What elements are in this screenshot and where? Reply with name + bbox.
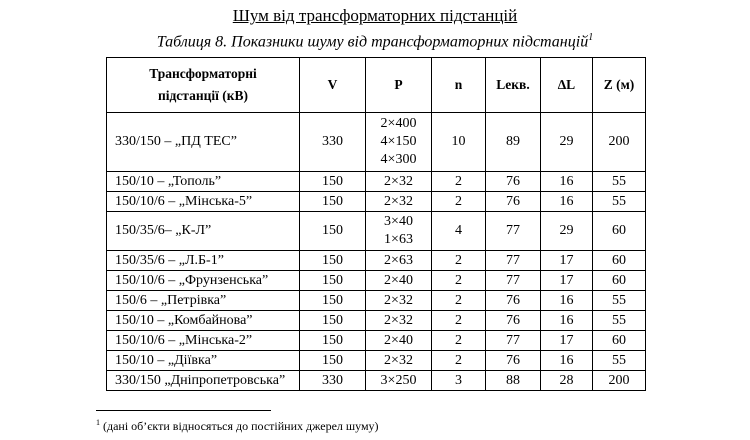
cell-z: 55 <box>593 192 646 212</box>
table-row <box>107 311 646 331</box>
header-leq: Lекв. <box>486 58 541 113</box>
cell-delta-l: 16 <box>541 351 593 371</box>
cell-p: 2×63 <box>366 251 432 271</box>
footnote-text: (дані об’єкти відносяться до постійних джерел шуму) <box>100 419 379 433</box>
cell-v: 150 <box>300 212 366 251</box>
footnote-marker: 1 <box>96 418 100 427</box>
cell-substation: 330/150 „Дніпропетровська” <box>107 371 300 391</box>
cell-p: 2×32 <box>366 291 432 311</box>
cell-z: 60 <box>593 271 646 291</box>
page-heading: Шум від трансформаторних підстанцій <box>232 6 518 25</box>
cell-delta-l: 17 <box>541 251 593 271</box>
cell-substation: 150/10/6 – „Мінська-5” <box>107 192 300 212</box>
cell-substation: 150/10/6 – „Фрунзенська” <box>107 271 300 291</box>
cell-substation: 330/150 – „ПД ТЕС” <box>107 113 300 172</box>
cell-p-line: 4×300 <box>380 152 417 167</box>
cell-delta-l: 28 <box>541 371 593 391</box>
table-row <box>107 351 646 371</box>
cell-p <box>366 113 432 172</box>
cell-p <box>366 212 432 251</box>
cell-delta-l: 16 <box>541 311 593 331</box>
table-row <box>107 113 646 172</box>
cell-p: 2×32 <box>366 172 432 192</box>
cell-z: 200 <box>593 113 646 172</box>
table-row <box>107 212 646 251</box>
cell-n: 2 <box>432 251 486 271</box>
cell-leq: 77 <box>486 331 541 351</box>
header-n: n <box>432 58 486 113</box>
table-row <box>107 291 646 311</box>
cell-v: 150 <box>300 192 366 212</box>
table-row <box>107 371 646 391</box>
cell-p-line: 3×40 <box>384 214 413 229</box>
table-row <box>107 331 646 351</box>
cell-z: 55 <box>593 311 646 331</box>
cell-substation: 150/10/6 – „Мінська-2” <box>107 331 300 351</box>
cell-n: 3 <box>432 371 486 391</box>
cell-p-line: 1×63 <box>384 232 413 247</box>
cell-leq: 77 <box>486 212 541 251</box>
cell-delta-l: 29 <box>541 113 593 172</box>
cell-substation: 150/6 – „Петрівка” <box>107 291 300 311</box>
header-p: P <box>366 58 432 113</box>
cell-v: 330 <box>300 113 366 172</box>
cell-n: 2 <box>432 311 486 331</box>
cell-substation: 150/10 – „Тополь” <box>107 172 300 192</box>
cell-delta-l: 16 <box>541 192 593 212</box>
header-v: V <box>300 58 366 113</box>
cell-n: 2 <box>432 172 486 192</box>
cell-substation: 150/10 – „Діївка” <box>107 351 300 371</box>
cell-z: 55 <box>593 172 646 192</box>
cell-z: 55 <box>593 351 646 371</box>
cell-z: 55 <box>593 291 646 311</box>
cell-leq: 76 <box>486 351 541 371</box>
cell-n: 2 <box>432 291 486 311</box>
cell-n: 2 <box>432 271 486 291</box>
cell-delta-l: 29 <box>541 212 593 251</box>
cell-substation: 150/10 – „Комбайнова” <box>107 311 300 331</box>
cell-delta-l: 17 <box>541 331 593 351</box>
cell-delta-l: 16 <box>541 172 593 192</box>
cell-leq: 77 <box>486 251 541 271</box>
cell-v: 150 <box>300 331 366 351</box>
cell-p-line: 4×150 <box>380 134 417 149</box>
cell-n: 4 <box>432 212 486 251</box>
cell-v: 150 <box>300 172 366 192</box>
cell-z: 200 <box>593 371 646 391</box>
cell-v: 150 <box>300 251 366 271</box>
cell-delta-l: 17 <box>541 271 593 291</box>
footnote-divider <box>96 410 271 411</box>
cell-p: 2×40 <box>366 271 432 291</box>
cell-delta-l: 16 <box>541 291 593 311</box>
cell-p: 2×32 <box>366 351 432 371</box>
cell-z: 60 <box>593 251 646 271</box>
cell-p-line: 2×400 <box>380 116 417 131</box>
header-z: Z (м) <box>593 58 646 113</box>
header-substation: Трансформаторні підстанції (кВ) <box>107 58 300 113</box>
cell-leq: 88 <box>486 371 541 391</box>
cell-leq: 76 <box>486 311 541 331</box>
cell-v: 150 <box>300 311 366 331</box>
cell-leq: 76 <box>486 291 541 311</box>
cell-v: 330 <box>300 371 366 391</box>
cell-n: 2 <box>432 351 486 371</box>
cell-leq: 76 <box>486 172 541 192</box>
table-row <box>107 251 646 271</box>
table-caption <box>0 32 750 51</box>
table-row <box>107 192 646 212</box>
cell-p: 2×32 <box>366 311 432 331</box>
cell-substation: 150/35/6 – „Л.Б-1” <box>107 251 300 271</box>
cell-v: 150 <box>300 351 366 371</box>
cell-n: 10 <box>432 113 486 172</box>
table-row <box>107 271 646 291</box>
cell-z: 60 <box>593 331 646 351</box>
cell-z: 60 <box>593 212 646 251</box>
caption-footnote-marker: 1 <box>588 32 594 43</box>
cell-leq: 76 <box>486 192 541 212</box>
cell-v: 150 <box>300 271 366 291</box>
noise-table <box>106 57 646 391</box>
cell-p: 2×40 <box>366 331 432 351</box>
cell-v: 150 <box>300 291 366 311</box>
table-header-row <box>107 58 646 113</box>
header-delta-l: ∆L <box>541 58 593 113</box>
cell-p: 3×250 <box>366 371 432 391</box>
caption-text: Таблиця 8. Показники шуму від трансформаторних підстанцій <box>156 33 589 51</box>
footnote <box>96 418 379 434</box>
cell-p: 2×32 <box>366 192 432 212</box>
cell-n: 2 <box>432 331 486 351</box>
cell-leq: 89 <box>486 113 541 172</box>
cell-leq: 77 <box>486 271 541 291</box>
cell-n: 2 <box>432 192 486 212</box>
cell-substation: 150/35/6– „К-Л” <box>107 212 300 251</box>
table-row <box>107 172 646 192</box>
